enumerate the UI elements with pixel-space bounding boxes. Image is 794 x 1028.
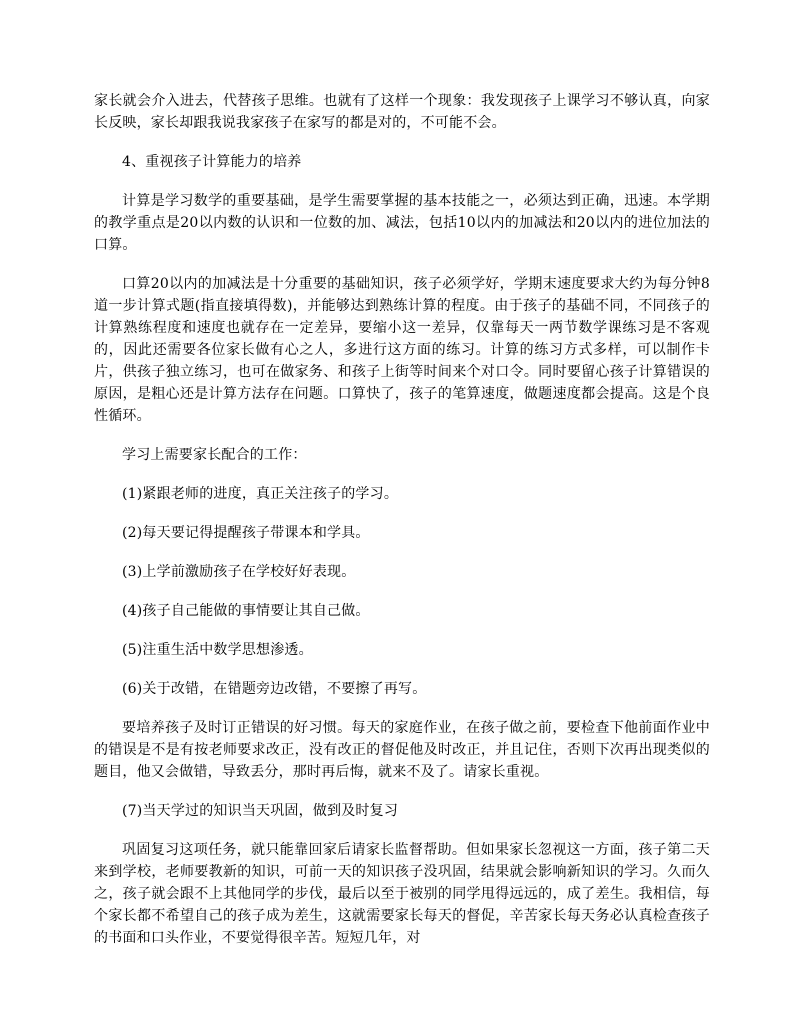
paragraph-calculation-basics: 计算是学习数学的重要基础，是学生需要掌握的基本技能之一，必须达到正确，迅速。本学期的教学重点是20以内数的认识和一位数的加、减法，包括10以内的加减法和20以内的进位加法的口算。 — [94, 193, 710, 253]
list-item: (4)孩子自己能做的事情要让其自己做。 — [122, 603, 370, 619]
paragraph-mental-arithmetic: 口算20以内的加减法是十分重要的基础知识，孩子必须学好，学期末速度要求大约为每分钟8道一步计算式题(指直接填得数)，并能够达到熟练计算的程度。由于孩子的基础不同，不同孩子的计算熟练程度和速度也就存在一定差异，要缩小这一差异，仅靠每天一两节数学课练习是不客观的，因此还需要各位家长做有心之人，多进行这方面的练习。计算的练习方式多样，可以制作卡片，供孩子独立练习，也可在做家务、和孩子上街等时间来个对口令。同时要留心孩子计算错误的原因，是粗心还是计算方法存在问题。口算快了，孩子的笔算速度，做题速度都会提高。这是个良性循环。 — [94, 276, 710, 424]
paragraph-continuation: 家长就会介入进去，代替孩子思维。也就有了这样一个现象：我发现孩子上课学习不够认真，向家长反映，家长却跟我说我家孩子在家写的都是对的，不可能不会。 — [94, 93, 710, 131]
paragraph-review: 巩固复习这项任务，就只能靠回家后请家长监督帮助。但如果家长忽视这一方面，孩子第二天来到学校，老师要教新的知识，可前一天的知识孩子没巩固，结果就会影响新知识的学习。久而久之，孩子就会跟不上其他同学的步伐，最后以至于被别的同学甩得远远的，成了差生。我相信，每个家长都不希望自己的孩子成为差生，这就需要家长每天的督促，辛苦家长每天务必认真检查孩子的书面和口头作业，不要觉得很辛苦。短短几年，对 — [94, 842, 710, 946]
list-item: (7)当天学过的知识当天巩固，做到及时复习 — [122, 803, 399, 819]
document-page — [94, 90, 710, 966]
section-heading: 4、重视孩子计算能力的培养 — [122, 154, 302, 170]
list-item: (2)每天要记得提醒孩子带课本和学具。 — [122, 525, 370, 541]
list-intro: 学习上需要家长配合的工作： — [122, 447, 307, 463]
list-item: (1)紧跟老师的进度，真正关注孩子的学习。 — [122, 486, 399, 502]
list-item: (6)关于改错，在错题旁边改错，不要擦了再写。 — [122, 681, 427, 697]
paragraph-error-correction: 要培养孩子及时订正错误的好习惯。每天的家庭作业，在孩子做之前，要检查下他前面作业中的错误是不是有按老师要求改正，没有改正的督促他及时改正，并且记住，否则下次再出现类似的题目，他又会做错，导致丢分，那时再后悔，就来不及了。请家长重视。 — [94, 720, 710, 780]
list-item: (3)上学前激励孩子在学校好好表现。 — [122, 564, 356, 580]
list-item: (5)注重生活中数学思想渗透。 — [122, 642, 313, 658]
